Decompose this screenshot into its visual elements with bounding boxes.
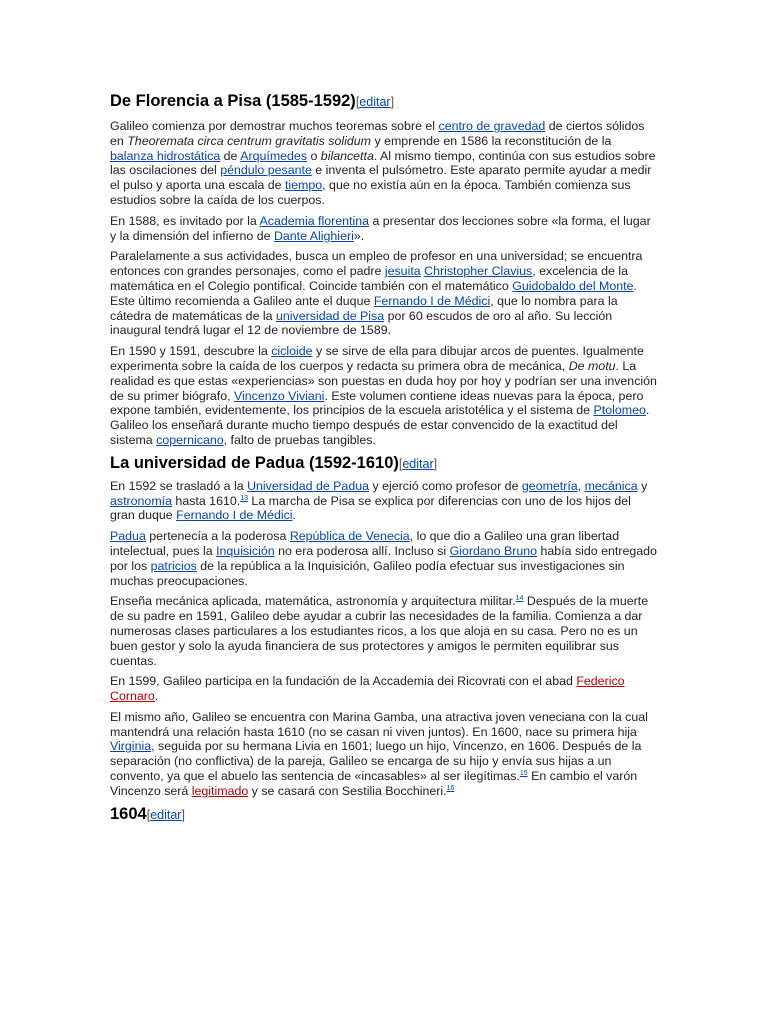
link-guidobaldo-del-monte[interactable]: Guidobaldo del Monte <box>512 278 634 293</box>
paragraph: Enseña mecánica aplicada, matemática, astronomía y arquitectura militar.$^{14}$ Después de la muerte de su padre en 1591, Galileo debe ayudar a cubrir las necesidades de la familia. Comienza a dar numerosas clases particulares a los estudiantes ricos, a los que aloja en su casa. Pero no es un buen gestor y solo la ayuda financiera de sus protectores y amigos le permiten equilibrar sus cuentas. <box>110 594 649 668</box>
italic-title: De motu <box>568 358 616 373</box>
link-fernando-i-de-medici[interactable]: Fernando I de Médici <box>373 293 491 308</box>
link-balanza-hidrostatica[interactable]: balanza hidrostática <box>110 148 221 163</box>
link-giordano-bruno[interactable]: Giordano Bruno <box>449 543 538 558</box>
link-federico-cornaro[interactable]: Federico Cornaro <box>110 674 625 704</box>
link-republica-de-venecia[interactable]: República de Venecia <box>289 529 410 544</box>
link-patricios[interactable]: patricios <box>150 558 197 573</box>
section-heading <box>110 452 658 475</box>
italic-title: Theoremata circa centrum gravitatis solidum <box>127 133 372 148</box>
link-tiempo[interactable]: tiempo <box>284 178 323 193</box>
link-mecanica[interactable]: mecánica <box>584 478 638 493</box>
link-jesuita[interactable]: jesuita <box>384 264 421 279</box>
link-arquimedes[interactable]: Arquímedes <box>240 148 308 163</box>
link-legitimado[interactable]: legitimado <box>191 783 249 798</box>
citation-link[interactable]: 16 <box>446 784 455 792</box>
paragraph: Galileo comienza por demostrar muchos teoremas sobre el centro de gravedad de ciertos sólidos en Theoremata circa centrum gravitatis solidum y emprende en 1586 la reconstitución de la balanza hidrostática de Arquímedes o bilancetta. Al mismo tiempo, continúa con sus estudios sobre las oscilaciones del péndulo pesante e inventa el pulsómetro. Este aparato permite ayudar a medir el pulso y aporta una escala de tiempo, que no existía aún en la época. También comienza sus estudios sobre la caída de los cuerpos. <box>110 119 656 207</box>
link-ptolomeo[interactable]: Ptolomeo <box>593 403 646 418</box>
article-content <box>110 90 658 826</box>
link-universidad-de-pisa[interactable]: universidad de Pisa <box>276 308 385 323</box>
heading-text: De Florencia a Pisa (1585-1592) <box>110 92 356 110</box>
edit-link[interactable]: editar <box>150 807 182 822</box>
paragraph: Padua pertenecía a la poderosa República de Venecia, lo que dio a Galileo una gran libertad intelectual, pues la Inquisición no era poderosa allí. Incluso si Giordano Bruno había sido entregado por los patricios de la república a la Inquisición, Galileo podía efectuar sus investigaciones sin muchas preocupaciones. <box>110 529 657 588</box>
citation-link[interactable]: 13 <box>240 494 248 502</box>
heading-text: 1604 <box>110 804 147 823</box>
heading-text: La universidad de Padua (1592-1610) <box>110 453 399 472</box>
link-geometria[interactable]: geometría <box>521 478 578 493</box>
citation <box>240 495 248 502</box>
link-christopher-clavius[interactable]: Christopher Clavius <box>424 264 533 279</box>
citation <box>447 785 455 792</box>
link-pendulo-pesante[interactable]: péndulo pesante <box>220 163 312 178</box>
paragraph: El mismo año, Galileo se encuentra con Marina Gamba, una atractiva joven veneciana con la cual mantendrá una relación hasta 1610 (no se casan ni viven juntos). En 1600, nace su primera hija Virginia, seguida por su hermana Livia en 1601; luego un hijo, Vincenzo, en 1606. Después de la separación (no conflictiva) de la pareja, Galileo se encarga de su hijo y envía sus hijas a un convento, ya que el abuelo las sentencia de «incasables» al ser ilegítimas.$^{15}$ En cambio el varón Vincenzo será legitimado y se casará con Sestilia Bocchineri.$^{16}$ <box>110 709 648 798</box>
link-virginia[interactable]: Virginia <box>110 739 152 754</box>
edit-link[interactable]: editar <box>359 95 391 109</box>
link-padua[interactable]: Padua <box>110 529 146 544</box>
link-copernicano[interactable]: copernicano <box>156 432 224 447</box>
link-cicloide[interactable]: cicloide <box>271 344 313 359</box>
paragraph: Paralelamente a sus actividades, busca un empleo de profesor en una universidad; se encuentra entonces con grandes personajes, como el padre jesuita Christopher Clavius, excelencia de la matemática en el Colegio pontifical. Coincide también con el matemático Guidobaldo del Monte. Este último recomienda a Galileo ante el duque Fernando I de Médici, que lo nombra para la cátedra de matemáticas de la universidad de Pisa por 60 escudos de oro al año. Su lección inaugural tendrá lugar el 12 de noviembre de 1589. <box>110 249 643 338</box>
link-academia-florentina[interactable]: Academia florentina <box>259 213 369 228</box>
link-fernando-i-de-medici[interactable]: Fernando I de Médici <box>176 508 293 523</box>
link-inquisicion[interactable]: Inquisición <box>216 543 275 558</box>
edit-section: [editar] <box>146 807 185 822</box>
edit-link[interactable]: editar <box>402 456 434 471</box>
citation-link[interactable]: 15 <box>519 770 528 778</box>
paragraph: En 1588, es invitado por la Academia florentina a presentar dos lecciones sobre «la forma, el lugar y la dimensión del infierno de Dante Alighieri». <box>110 213 651 243</box>
link-astronomia[interactable]: astronomía <box>110 493 172 508</box>
link-dante-alighieri[interactable]: Dante Alighieri <box>273 228 354 243</box>
link-centro-de-gravedad[interactable]: centro de gravedad <box>438 119 546 133</box>
link-universidad-de-padua[interactable]: Universidad de Padua <box>247 478 370 493</box>
section-heading <box>110 803 658 826</box>
edit-section: [editar] <box>398 456 438 471</box>
section-heading <box>110 90 658 113</box>
paragraph: En 1590 y 1591, descubre la cicloide y se sirve de ella para dibujar arcos de puentes. Igualmente experimenta sobre la caída de los cuerpos y redacta su primera obra de mecánica, De motu. La realidad es que estas «experiencias» son puestas en duda hoy por hoy y podrían ser una invención de su primer biógrafo, Vincenzo Viviani. Este volumen contiene ideas nuevas para la época, pero expone también, evidentemente, los principios de la escuela aristotélica y el sistema de Ptolomeo. Galileo los enseñará durante mucho tiempo después de estar convencido de la exactitud del sistema copernicano, falto de pruebas tangibles. <box>110 344 657 447</box>
edit-section: [editar] <box>355 95 395 109</box>
citation-link[interactable]: 14 <box>515 595 524 603</box>
italic-term: bilancetta <box>320 148 374 163</box>
paragraph: En 1599, Galileo participa en la fundación de la Accademia dei Ricovrati con el abad Federico Cornaro. <box>110 674 625 704</box>
link-vincenzo-viviani[interactable]: Vincenzo Viviani <box>233 388 325 403</box>
paragraph: En 1592 se trasladó a la Universidad de Padua y ejerció como profesor de geometría, mecánica y astronomía hasta 1610.13 La marcha de Pisa se explica por diferencias con uno de los hijos del gran duque Fernando I de Médici. <box>110 478 648 523</box>
citation <box>520 770 528 777</box>
